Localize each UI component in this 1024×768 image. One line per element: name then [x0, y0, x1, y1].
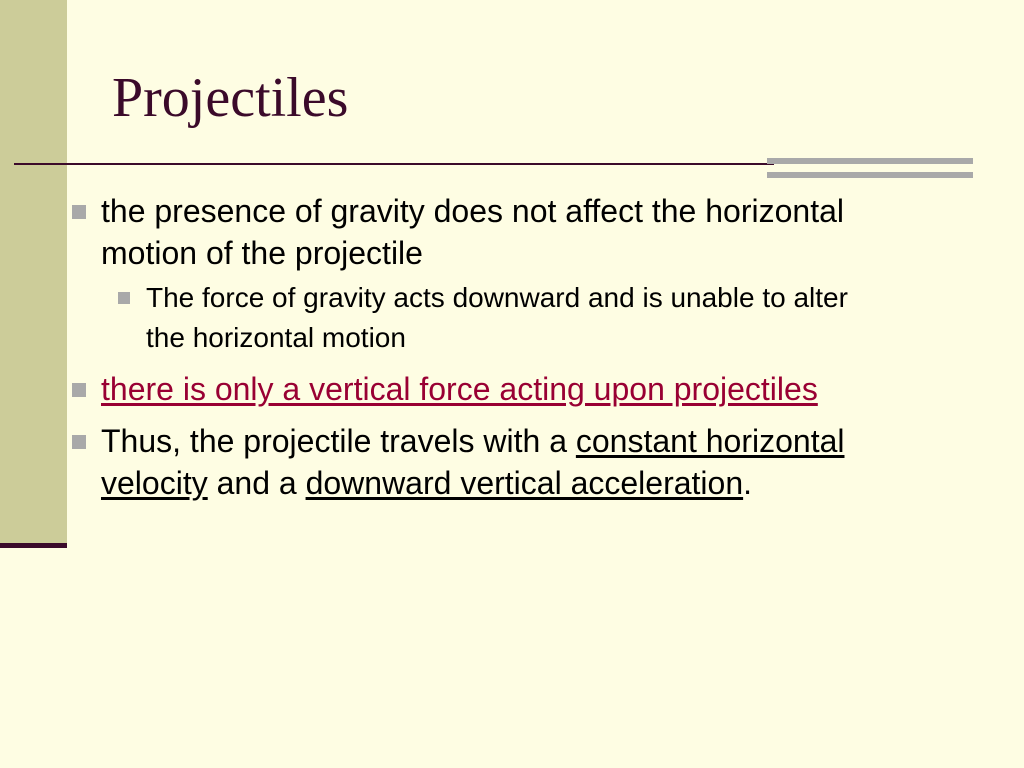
bullet-item-1 [72, 190, 872, 274]
constant-velocity-underline: constant horizontal velocity [101, 423, 845, 501]
bullet-text: the presence of gravity does not affect the horizontal motion of the projectile [101, 193, 844, 271]
sub-bullet-text: The force of gravity acts downward and is unable to alter the horizontal motion [146, 282, 848, 353]
sub-bullet-item-1 [72, 278, 872, 358]
square-bullet-icon [72, 383, 86, 397]
bullet-item-3 [72, 420, 872, 504]
left-band-accent-line [0, 543, 67, 548]
bullet-text-part-2: and a [207, 465, 306, 501]
bullet-list [72, 190, 872, 514]
left-decorative-band [0, 0, 67, 543]
square-bullet-icon [118, 292, 130, 304]
bullet-item-2 [72, 368, 872, 410]
divider-accent-bar-top [767, 158, 973, 164]
bullet-text-part-1: Thus, the projectile travels with a [101, 423, 576, 459]
title-divider [14, 163, 774, 165]
downward-acceleration-underline: downward vertical acceleration [305, 465, 744, 501]
square-bullet-icon [72, 435, 86, 449]
slide-title: Projectiles [112, 67, 349, 129]
square-bullet-icon [72, 205, 86, 219]
vertical-force-link[interactable]: there is only a vertical force acting upon projectiles [101, 371, 818, 407]
divider-accent-bar-bottom [767, 172, 973, 178]
bullet-text-part-3: . [743, 465, 752, 501]
